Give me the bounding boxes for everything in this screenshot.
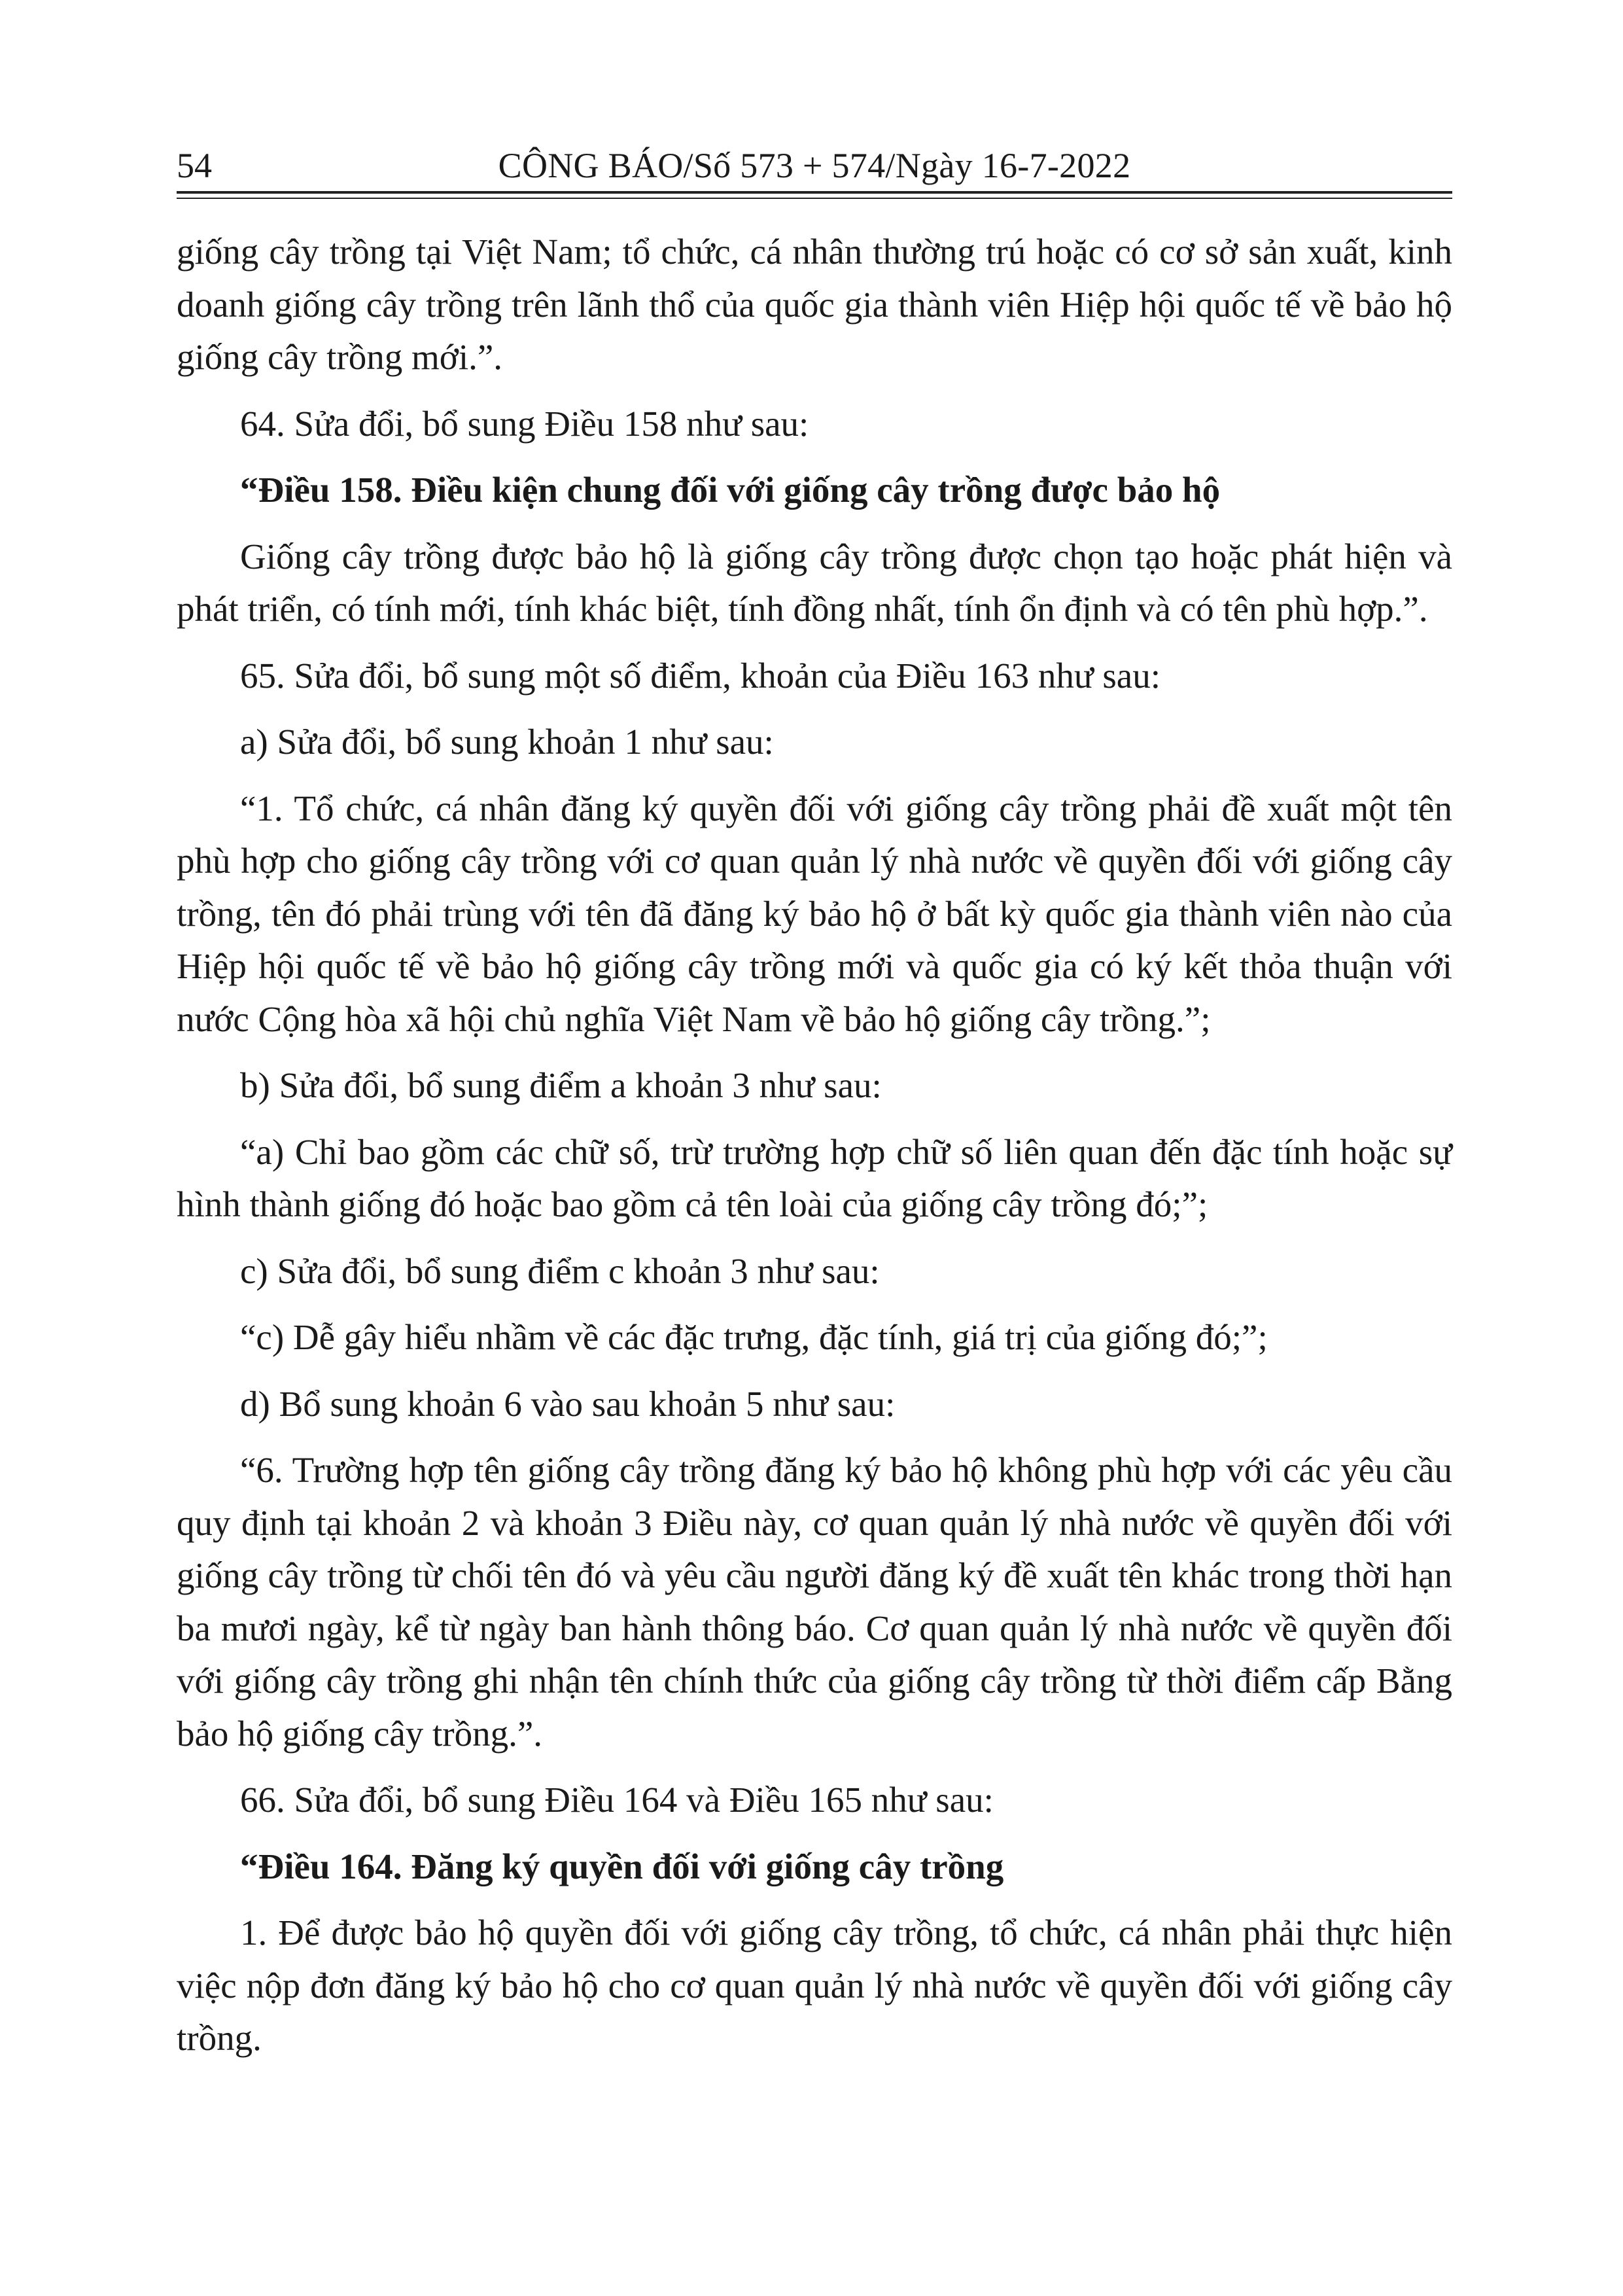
paragraph-clause-6-text: “6. Trường hợp tên giống cây trồng đăng ký bảo hộ không phù hợp với các yêu cầu quy định tại khoản 2 và khoản 3 Điều này, cơ quan quản lý nhà nước về quyền đối với giống cây trồng từ chối tên đó và yêu cầu người đăng ký đề xuất tên khác trong thời hạn ba mươi ngày, kể từ ngày ban hành thông báo. Cơ quan quản lý nhà nước về quyền đối với giống cây trồng ghi nhận tên chính thức của giống cây trồng từ thời điểm cấp Bằng bảo hộ giống cây trồng.”. xyxy=(177,1450,1452,1754)
paragraph-amendment-65: 65. Sửa đổi, bổ sung một số điểm, khoản của Điều 163 như sau: xyxy=(240,655,1161,696)
page-number: 54 xyxy=(177,146,212,185)
paragraph-point-c-text: “c) Dễ gây hiểu nhầm về các đặc trưng, đặc tính, giá trị của giống đó;”; xyxy=(240,1317,1268,1357)
gazette-title: CÔNG BÁO/Số 573 + 574/Ngày 16-7-2022 xyxy=(498,146,1131,185)
paragraph-point-d: d) Bổ sung khoản 6 vào sau khoản 5 như sau: xyxy=(240,1383,896,1424)
header-rule-thick xyxy=(177,191,1452,194)
page-header xyxy=(177,143,1452,188)
document-body xyxy=(177,226,1452,2079)
paragraph-point-b: b) Sửa đổi, bổ sung điểm a khoản 3 như sau: xyxy=(240,1065,882,1105)
article-158-heading: “Điều 158. Điều kiện chung đối với giống cây trồng được bảo hộ xyxy=(240,470,1221,510)
paragraph-point-a-text: “a) Chỉ bao gồm các chữ số, trừ trường hợp chữ số liên quan đến đặc tính hoặc sự hình thành giống đó hoặc bao gồm cả tên loài của giống cây trồng đó;”; xyxy=(177,1131,1452,1224)
paragraph-article-158-body: Giống cây trồng được bảo hộ là giống cây trồng được chọn tạo hoặc phát hiện và phát triển, có tính mới, tính khác biệt, tính đồng nhất, tính ổn định và có tên phù hợp.”. xyxy=(177,536,1452,629)
paragraph-clause-1-text: “1. Tổ chức, cá nhân đăng ký quyền đối với giống cây trồng phải đề xuất một tên phù hợp cho giống cây trồng với cơ quan quản lý nhà nước về quyền đối với giống cây trồng, tên đó phải trùng với tên đã đăng ký bảo hộ ở bất kỳ quốc gia thành viên nào của Hiệp hội quốc tế về bảo hộ giống cây trồng mới và quốc gia có ký kết thỏa thuận với nước Cộng hòa xã hội chủ nghĩa Việt Nam về bảo hộ giống cây trồng.”; xyxy=(177,788,1452,1039)
paragraph-amendment-66: 66. Sửa đổi, bổ sung Điều 164 và Điều 165 như sau: xyxy=(240,1780,994,1820)
paragraph-point-c: c) Sửa đổi, bổ sung điểm c khoản 3 như sau: xyxy=(240,1250,880,1291)
header-rule-thin xyxy=(177,198,1452,199)
paragraph-continuation: giống cây trồng tại Việt Nam; tổ chức, cá nhân thường trú hoặc có cơ sở sản xuất, kinh doanh giống cây trồng trên lãnh thổ của quốc gia thành viên Hiệp hội quốc tế về bảo hộ giống cây trồng mới.”. xyxy=(177,232,1452,377)
document-page xyxy=(177,0,1452,2296)
paragraph-article-164-clause-1: 1. Để được bảo hộ quyền đối với giống cây trồng, tổ chức, cá nhân phải thực hiện việc nộp đơn đăng ký bảo hộ cho cơ quan quản lý nhà nước về quyền đối với giống cây trồng. xyxy=(177,1913,1452,2058)
article-164-heading: “Điều 164. Đăng ký quyền đối với giống cây trồng xyxy=(240,1846,1004,1886)
paragraph-amendment-64: 64. Sửa đổi, bổ sung Điều 158 như sau: xyxy=(240,403,809,444)
paragraph-point-a: a) Sửa đổi, bổ sung khoản 1 như sau: xyxy=(240,722,774,762)
